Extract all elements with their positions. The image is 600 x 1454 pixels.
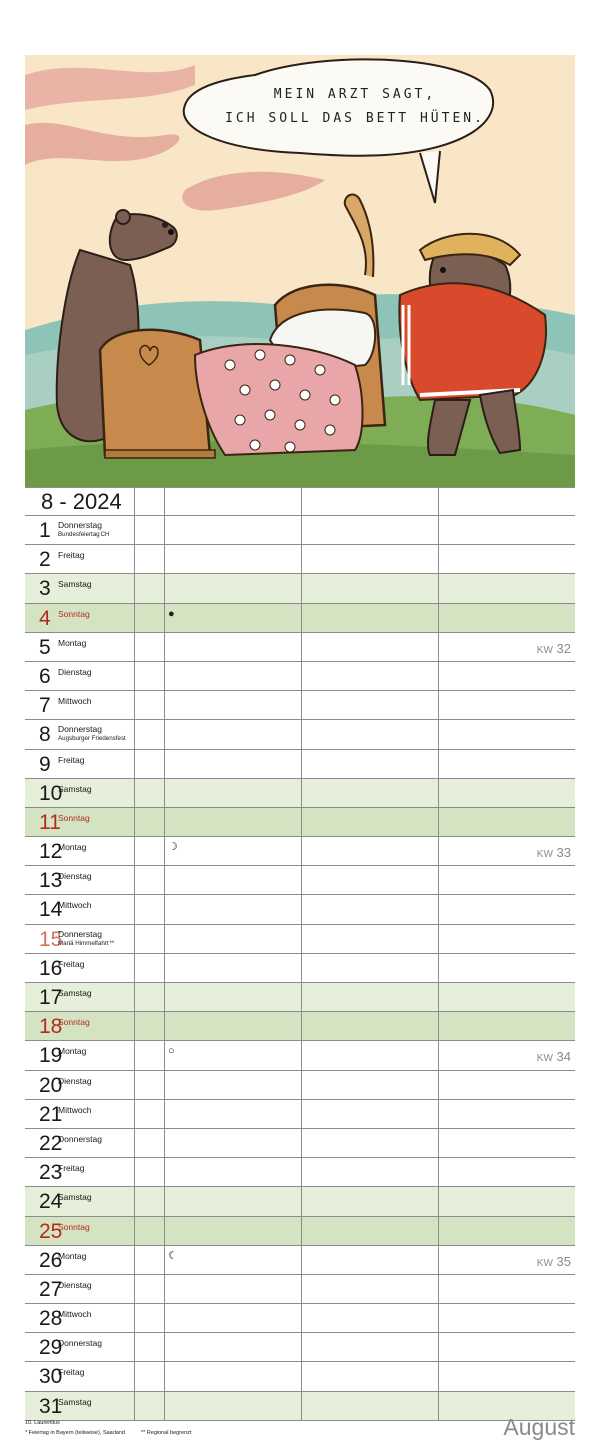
column-divider xyxy=(134,1246,135,1274)
speech-bubble xyxy=(205,83,505,131)
day-row[interactable] xyxy=(25,750,575,779)
column-divider xyxy=(301,750,302,778)
column-divider xyxy=(438,604,439,632)
calendar-week-number: 34 xyxy=(556,1049,571,1065)
column-divider xyxy=(301,1275,302,1303)
column-divider xyxy=(438,1129,439,1157)
moon-phase-icon: ☽ xyxy=(168,841,178,854)
column-divider xyxy=(134,1392,135,1420)
column-divider xyxy=(438,808,439,836)
column-divider xyxy=(164,954,165,982)
day-number: 2 xyxy=(39,548,51,572)
column-divider xyxy=(134,1100,135,1128)
column-divider xyxy=(301,574,302,602)
column-divider xyxy=(134,1304,135,1332)
column-divider xyxy=(438,662,439,690)
column-divider xyxy=(134,691,135,719)
column-divider xyxy=(301,1012,302,1040)
column-divider xyxy=(301,545,302,573)
column-divider xyxy=(134,1275,135,1303)
day-row[interactable] xyxy=(25,1071,575,1100)
column-divider xyxy=(164,895,165,923)
day-row[interactable] xyxy=(25,837,575,866)
column-divider xyxy=(438,1392,439,1420)
calendar-week-number: 32 xyxy=(556,640,571,656)
day-number: 11 xyxy=(39,810,61,834)
day-row[interactable] xyxy=(25,1100,575,1129)
holiday-mark: CH xyxy=(100,532,110,538)
day-number: 15 xyxy=(39,927,63,951)
column-divider xyxy=(134,866,135,894)
weekday-name: Donnerstag xyxy=(58,1133,102,1144)
column-divider xyxy=(438,1304,439,1332)
column-divider xyxy=(164,1187,165,1215)
column-divider xyxy=(301,808,302,836)
day-row[interactable] xyxy=(25,1246,575,1275)
calendar-week-number: 35 xyxy=(556,1253,571,1269)
month-name: August xyxy=(503,1414,575,1440)
column-divider xyxy=(134,604,135,632)
column-divider xyxy=(301,1362,302,1390)
column-divider xyxy=(438,837,439,865)
footnote-laurentius: 10. Laurentius xyxy=(25,1420,60,1426)
column-divider xyxy=(301,866,302,894)
column-divider xyxy=(134,1333,135,1361)
column-divider xyxy=(438,1012,439,1040)
column-divider xyxy=(164,1071,165,1099)
column-divider xyxy=(134,633,135,661)
column-divider xyxy=(438,1041,439,1069)
weekday-name: Samstag xyxy=(58,579,92,590)
column-divider xyxy=(134,954,135,982)
holiday-name xyxy=(58,735,126,743)
day-row[interactable] xyxy=(25,1304,575,1333)
column-divider xyxy=(164,925,165,953)
column-divider xyxy=(438,545,439,573)
weekday-name: Samstag xyxy=(58,988,92,998)
column-divider xyxy=(301,1304,302,1332)
day-row[interactable] xyxy=(25,604,575,633)
column-divider xyxy=(438,720,439,748)
column-divider xyxy=(438,1217,439,1245)
column-divider xyxy=(438,866,439,894)
calendar-week-prefix: KW xyxy=(536,849,553,861)
day-number: 19 xyxy=(39,1044,63,1068)
column-divider xyxy=(438,925,439,953)
column-divider xyxy=(134,1041,135,1069)
moon-phase-icon: ○ xyxy=(168,1045,175,1058)
column-divider xyxy=(438,1275,439,1303)
weekday-name: Dienstag xyxy=(58,666,92,677)
weekday-name: Dienstag xyxy=(58,1279,92,1290)
day-number: 1 xyxy=(39,519,51,542)
weekday-name: Sonntag xyxy=(58,608,90,619)
column-divider xyxy=(134,983,135,1011)
column-divider xyxy=(438,954,439,982)
day-number: 28 xyxy=(39,1307,63,1331)
weekday-name: Freitag xyxy=(58,754,85,765)
column-divider xyxy=(134,808,135,836)
weekday-name: Mittwoch xyxy=(58,696,92,707)
column-divider xyxy=(301,954,302,982)
column-divider xyxy=(134,1158,135,1186)
day-number: 26 xyxy=(39,1248,63,1272)
column-divider xyxy=(164,1333,165,1361)
weekday-name: Freitag xyxy=(58,550,85,561)
day-row[interactable] xyxy=(25,1158,575,1187)
day-row[interactable] xyxy=(25,1362,575,1391)
day-row[interactable] xyxy=(25,633,575,662)
day-number: 30 xyxy=(39,1365,63,1389)
column-divider xyxy=(134,1187,135,1215)
column-divider xyxy=(134,1012,135,1040)
column-divider xyxy=(134,545,135,573)
day-number: 9 xyxy=(39,752,51,776)
day-row[interactable] xyxy=(25,516,575,545)
holiday-mark: ** xyxy=(109,940,115,947)
day-row[interactable] xyxy=(25,866,575,895)
column-divider xyxy=(438,895,439,923)
day-number: 7 xyxy=(39,694,51,718)
column-divider xyxy=(438,488,439,515)
day-number: 17 xyxy=(39,986,63,1009)
column-divider xyxy=(438,1246,439,1274)
day-number: 24 xyxy=(39,1190,63,1214)
column-divider xyxy=(301,1041,302,1069)
weekday-name: Samstag xyxy=(58,1396,92,1407)
day-row[interactable] xyxy=(25,662,575,691)
day-row[interactable] xyxy=(25,779,575,808)
column-divider xyxy=(301,1217,302,1245)
column-divider xyxy=(438,1187,439,1215)
column-divider xyxy=(301,983,302,1011)
footnote-regional: ** Regional begrenzt xyxy=(141,1430,192,1436)
column-divider xyxy=(134,779,135,807)
day-row[interactable] xyxy=(25,925,575,954)
column-divider xyxy=(164,1129,165,1157)
weekday-name: Donnerstag xyxy=(58,928,102,939)
holiday-text: Bundesfeiertag xyxy=(58,531,100,538)
column-divider xyxy=(134,488,135,515)
column-divider xyxy=(438,1333,439,1361)
weekday-name: Donnerstag xyxy=(58,724,102,735)
column-divider xyxy=(301,779,302,807)
column-divider xyxy=(438,779,439,807)
column-divider xyxy=(438,516,439,544)
weekday-name: Donnerstag xyxy=(58,1338,102,1349)
column-divider xyxy=(438,1362,439,1390)
calendar-header-row xyxy=(25,487,575,516)
day-row[interactable] xyxy=(25,808,575,837)
day-row[interactable] xyxy=(25,574,575,603)
calendar-week-label xyxy=(537,641,571,656)
weekday-name: Montag xyxy=(58,1250,87,1261)
column-divider xyxy=(134,750,135,778)
column-divider xyxy=(134,574,135,602)
weekday-name: Mittwoch xyxy=(58,900,92,911)
column-divider xyxy=(164,720,165,748)
calendar-week-prefix: KW xyxy=(536,1053,553,1065)
day-number: 21 xyxy=(39,1102,63,1126)
holiday-name xyxy=(58,531,109,539)
column-divider xyxy=(164,604,165,632)
column-divider xyxy=(164,779,165,807)
day-number: 22 xyxy=(39,1131,63,1155)
column-divider xyxy=(301,895,302,923)
holiday-text: Mariä Himmelfahrt xyxy=(58,939,109,947)
weekday-name: Samstag xyxy=(58,1192,92,1203)
column-divider xyxy=(164,1246,165,1274)
column-divider xyxy=(164,1012,165,1040)
weekday-name: Donnerstag xyxy=(58,520,102,530)
column-divider xyxy=(438,1071,439,1099)
day-number: 16 xyxy=(39,956,63,980)
weekday-name: Dienstag xyxy=(58,1075,92,1086)
column-divider xyxy=(164,1158,165,1186)
column-divider xyxy=(438,750,439,778)
column-divider xyxy=(164,750,165,778)
column-divider xyxy=(134,1071,135,1099)
day-row[interactable] xyxy=(25,1012,575,1041)
weekday-name: Freitag xyxy=(58,1163,85,1174)
column-divider xyxy=(134,925,135,953)
column-divider xyxy=(438,633,439,661)
moon-phase-icon: ☾ xyxy=(168,1249,178,1262)
column-divider xyxy=(301,1100,302,1128)
column-divider xyxy=(301,720,302,748)
column-divider xyxy=(438,1100,439,1128)
column-divider xyxy=(164,983,165,1011)
day-number: 13 xyxy=(39,869,63,893)
column-divider xyxy=(134,720,135,748)
column-divider xyxy=(134,1129,135,1157)
holiday-name xyxy=(58,940,114,948)
column-divider xyxy=(301,633,302,661)
day-row[interactable] xyxy=(25,1333,575,1362)
column-divider xyxy=(164,808,165,836)
day-row[interactable] xyxy=(25,1275,575,1304)
weekday-name: Mittwoch xyxy=(58,1104,92,1115)
day-row[interactable] xyxy=(25,1217,575,1246)
day-row[interactable] xyxy=(25,545,575,574)
column-divider xyxy=(301,662,302,690)
column-divider xyxy=(301,1392,302,1420)
column-divider xyxy=(164,662,165,690)
day-row[interactable] xyxy=(25,954,575,983)
column-divider xyxy=(301,516,302,544)
column-divider xyxy=(438,691,439,719)
weekday-name: Montag xyxy=(58,637,87,648)
day-number: 10 xyxy=(39,781,63,805)
column-divider xyxy=(301,1187,302,1215)
column-divider xyxy=(164,1275,165,1303)
column-divider xyxy=(301,1333,302,1361)
day-number: 8 xyxy=(39,723,51,747)
day-number: 23 xyxy=(39,1161,63,1185)
column-divider xyxy=(134,516,135,544)
calendar-week-label xyxy=(537,1049,571,1064)
weekday-name: Samstag xyxy=(58,783,92,794)
speech-line-1: MEIN ARZT SAGT, xyxy=(273,87,437,102)
column-divider xyxy=(438,983,439,1011)
day-number: 20 xyxy=(39,1073,63,1097)
moon-phase-icon: ● xyxy=(168,607,175,620)
column-divider xyxy=(164,1217,165,1245)
calendar-week-prefix: KW xyxy=(536,644,553,656)
column-divider xyxy=(134,895,135,923)
column-divider xyxy=(164,866,165,894)
day-number: 25 xyxy=(39,1219,63,1243)
column-divider xyxy=(438,1158,439,1186)
column-divider xyxy=(164,488,165,515)
day-number: 27 xyxy=(39,1277,63,1301)
column-divider xyxy=(164,1041,165,1069)
day-number: 4 xyxy=(39,606,51,630)
day-number: 6 xyxy=(39,664,51,688)
column-divider xyxy=(164,837,165,865)
weekday-name: Mittwoch xyxy=(58,1309,92,1320)
holiday-text: Augsburger Friedensfest xyxy=(58,735,126,743)
column-divider xyxy=(301,488,302,515)
day-number: 14 xyxy=(39,898,63,922)
column-divider xyxy=(164,516,165,544)
day-row[interactable] xyxy=(25,691,575,720)
day-number: 18 xyxy=(39,1015,63,1039)
weekday-name: Dienstag xyxy=(58,871,92,882)
calendar-week-number: 33 xyxy=(556,845,571,861)
column-divider xyxy=(164,633,165,661)
column-divider xyxy=(301,1129,302,1157)
column-divider xyxy=(301,1246,302,1274)
day-row[interactable] xyxy=(25,720,575,749)
column-divider xyxy=(301,837,302,865)
day-row[interactable] xyxy=(25,1187,575,1216)
day-row[interactable] xyxy=(25,1129,575,1158)
weekday-name: Sonntag xyxy=(58,1017,90,1028)
weekday-name: Montag xyxy=(58,842,87,853)
day-number: 12 xyxy=(39,840,63,864)
day-number: 31 xyxy=(39,1394,63,1418)
column-divider xyxy=(164,545,165,573)
speech-line-2: ICH SOLL DAS BETT HÜTEN. xyxy=(225,111,485,126)
footnote-feiertag: * Feiertag in Bayern (teilweise), Saarland xyxy=(25,1430,125,1436)
column-divider xyxy=(301,691,302,719)
weekday-name: Sonntag xyxy=(58,1221,90,1232)
column-divider xyxy=(134,1217,135,1245)
day-number: 3 xyxy=(39,577,51,601)
day-row[interactable] xyxy=(25,1041,575,1070)
column-divider xyxy=(164,574,165,602)
column-divider xyxy=(134,837,135,865)
calendar-grid xyxy=(25,487,575,1421)
calendar-week-label xyxy=(537,845,571,860)
month-year-title: 8 - 2024 xyxy=(41,489,122,514)
day-row[interactable] xyxy=(25,895,575,924)
calendar-week-prefix: KW xyxy=(536,1257,553,1269)
column-divider xyxy=(164,1362,165,1390)
column-divider xyxy=(134,662,135,690)
calendar-week-label xyxy=(537,1254,571,1269)
column-divider xyxy=(134,1362,135,1390)
column-divider xyxy=(301,1071,302,1099)
day-row[interactable] xyxy=(25,1392,575,1421)
column-divider xyxy=(164,691,165,719)
weekday-name: Freitag xyxy=(58,958,85,969)
weekday-name: Sonntag xyxy=(58,812,90,823)
column-divider xyxy=(164,1392,165,1420)
column-divider xyxy=(164,1100,165,1128)
cartoon-illustration xyxy=(25,55,575,487)
column-divider xyxy=(301,604,302,632)
column-divider xyxy=(301,925,302,953)
day-number: 29 xyxy=(39,1336,63,1360)
weekday-name: Montag xyxy=(58,1046,87,1057)
column-divider xyxy=(164,1304,165,1332)
column-divider xyxy=(301,1158,302,1186)
day-number: 5 xyxy=(39,635,51,659)
column-divider xyxy=(438,574,439,602)
weekday-name: Freitag xyxy=(58,1367,85,1378)
day-row[interactable] xyxy=(25,983,575,1012)
